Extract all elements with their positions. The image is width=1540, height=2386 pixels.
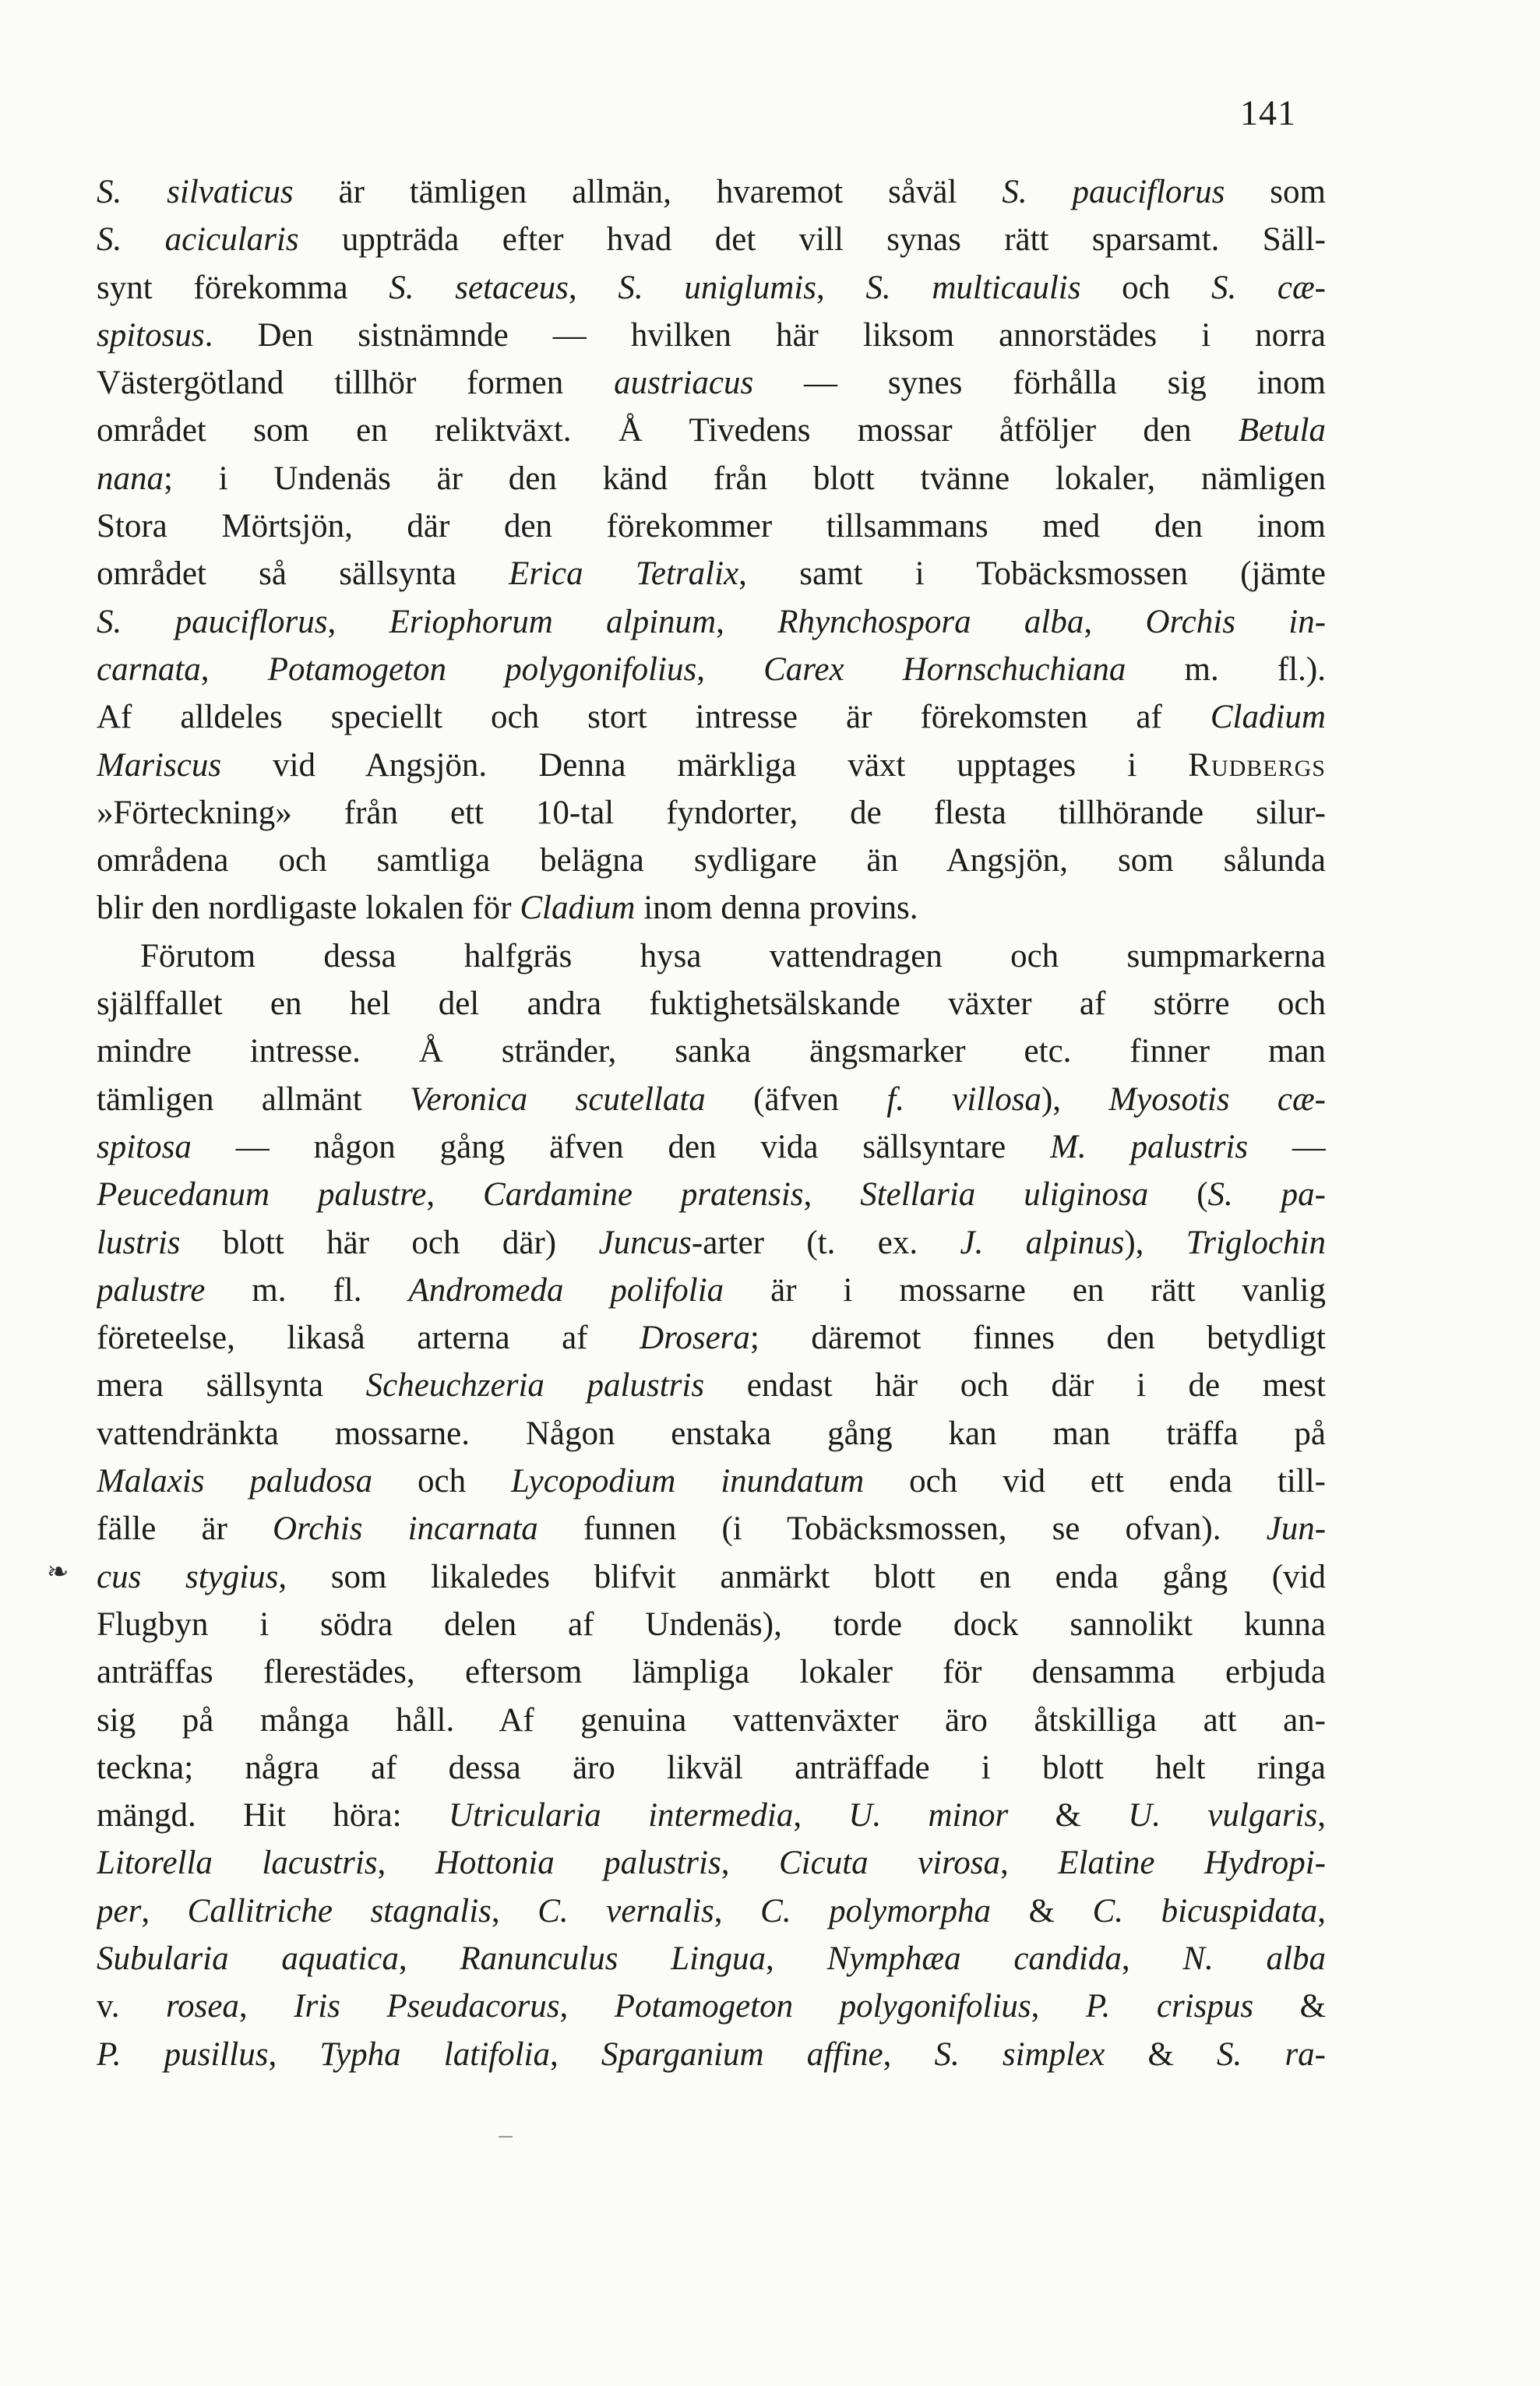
margin-mark: ❧ (47, 1558, 69, 1587)
body-text (97, 168, 1326, 2078)
text-line: v. rosea, Iris Pseudacorus, Potamogeton polygonifolius, P. crispus & (97, 1988, 1326, 2025)
text-line: cus stygius, som likaledes blifvit anmärkt blott en enda gång (vid (97, 1558, 1326, 1595)
text-line: Stora Mörtsjön, där den förekommer tillsammans med den inom (97, 508, 1326, 545)
text-line: Västergötland tillhör formen austriacus — synes förhålla sig inom (97, 365, 1326, 402)
text-line: spitosa — någon gång äfven den vida sällsyntare M. palustris — (97, 1128, 1326, 1165)
text-line: per, Callitriche stagnalis, C. vernalis, C. polymorpha & C. bicuspidata, (97, 1892, 1326, 1930)
text-line: området som en reliktväxt. Å Tivedens mossar åtföljer den Betula (97, 412, 1326, 449)
text-line: mera sällsynta Scheuchzeria palustris endast här och där i de mest (97, 1367, 1326, 1404)
text-line: Peucedanum palustre, Cardamine pratensis, Stellaria uliginosa (S. pa- (97, 1176, 1326, 1214)
text-line: S. pauciflorus, Eriophorum alpinum, Rhynchospora alba, Orchis in- (97, 603, 1326, 640)
text-line: palustre m. fl. Andromeda polifolia är i mossarne en rätt vanlig (97, 1271, 1326, 1309)
text-line: P. pusillus, Typha latifolia, Sparganium affine, S. simplex & S. ra- (97, 2035, 1326, 2073)
text-line-paragraph-end: blir den nordligaste lokalen för Cladium inom denna provins. (97, 890, 918, 927)
text-line: fälle är Orchis incarnata funnen (i Tobäcksmossen, se ofvan). Jun- (97, 1510, 1326, 1548)
text-line: vattendränkta mossarne. Någon enstaka gång kan man träffa på (97, 1415, 1326, 1452)
text-line: anträffas flerestädes, eftersom lämpliga lokaler för densamma erbjuda (97, 1654, 1326, 1691)
text-line: carnata, Potamogeton polygonifolius, Carex Hornschuchiana m. fl.). (97, 650, 1326, 688)
text-line: Litorella lacustris, Hottonia palustris, Cicuta virosa, Elatine Hydropi- (97, 1845, 1326, 1882)
text-line: mindre intresse. Å stränder, sanka ängsmarker etc. finner man (97, 1033, 1326, 1070)
text-line: nana; i Undenäs är den känd från blott tvänne lokaler, nämligen (97, 460, 1326, 497)
text-line: området så sällsynta Erica Tetralix, samt i Tobäcksmossen (jämte (97, 555, 1326, 593)
text-line: företeelse, likaså arterna af Drosera; däremot finnes den betydligt (97, 1320, 1326, 1357)
text-line: S. silvaticus är tämligen allmän, hvaremot såväl S. pauciflorus som (97, 174, 1326, 210)
text-line: teckna; några af dessa äro likväl anträffade i blott helt ringa (97, 1749, 1326, 1786)
text-line: Malaxis paludosa och Lycopodium inundatum och vid ett enda till- (97, 1463, 1326, 1500)
text-line: mängd. Hit höra: Utricularia intermedia, U. minor & U. vulgaris, (97, 1797, 1326, 1834)
text-line: Flugbyn i södra delen af Undenäs), torde dock sannolikt kunna (97, 1605, 1326, 1643)
text-line: områdena och samtliga belägna sydligare än Angsjön, som sålunda (97, 842, 1326, 879)
text-line: spitosus. Den sistnämnde — hvilken här liksom annorstädes i norra (97, 316, 1326, 354)
text-line: Mariscus vid Angsjön. Denna märkliga växt upptages i Rudbergs (97, 746, 1326, 784)
page-number: 141 (1240, 93, 1296, 132)
text-line: synt förekomma S. setaceus, S. uniglumis, S. multicaulis och S. cæ- (97, 269, 1326, 306)
text-line: Subularia aquatica, Ranunculus Lingua, Nymphæa candida, N. alba (97, 1940, 1326, 1977)
text-line: tämligen allmänt Veronica scutellata (äfven f. villosa), Myosotis cæ- (97, 1080, 1326, 1118)
print-speck (499, 2136, 513, 2138)
text-line: Af alldeles speciellt och stort intresse är förekomsten af Cladium (97, 699, 1326, 736)
text-line: lustris blott här och där) Juncus-arter (t. ex. J. alpinus), Triglochin (97, 1224, 1326, 1261)
text-line: själffallet en hel del andra fuktighetsälskande växter af större och (97, 985, 1326, 1023)
text-line: S. acicularis uppträda efter hvad det vill synas rätt sparsamt. Säll- (97, 221, 1326, 259)
text-line: »Förteckning» från ett 10-tal fyndorter, de flesta tillhörande silur- (97, 794, 1326, 831)
text-line-paragraph-start: Förutom dessa halfgräs hysa vattendragen och sumpmarkerna (140, 937, 1326, 974)
text-line: sig på många håll. Af genuina vattenväxter äro åtskilliga att an- (97, 1701, 1326, 1739)
